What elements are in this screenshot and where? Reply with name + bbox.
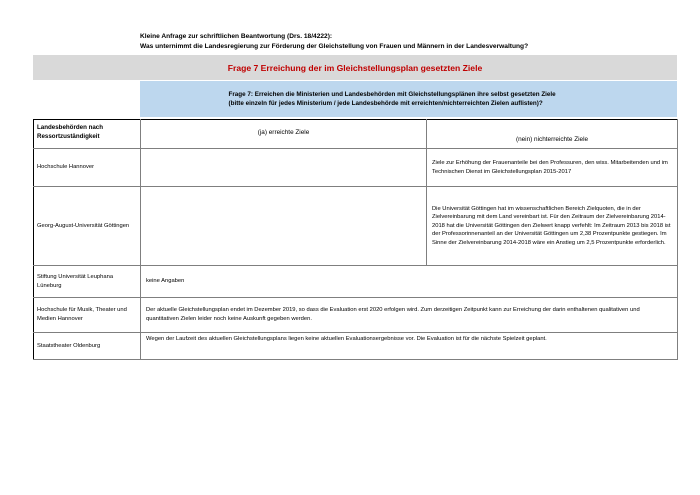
reached-cell (141, 187, 427, 266)
row-label: Staatstheater Oldenburg (34, 333, 141, 360)
merged-cell: Der aktuelle Gleichstellungsplan endet im Dezember 2019, so dass die Evaluation erst 2020 erfolgen wird. Zum derzeitigen Zeitpunkt kann zur Erreichung der darin enthaltenen qualitativen und quantitativen Zielen leider noch keine Auskunft gegeben werden. (141, 298, 678, 333)
banner-title: Frage 7 Erreichung der im Gleichstellungsplan gesetzten Ziele (227, 62, 483, 73)
row-label: Hochschule Hannover (34, 149, 141, 187)
goals-table (33, 119, 678, 360)
document-header (140, 32, 528, 52)
not-reached-cell: Ziele zur Erhöhung der Frauenanteile bei den Professuren, den wiss. Mitarbeitenden und im Technischen Dienst im Gleichstellungsplan 2015-2017 (427, 149, 678, 187)
not-reached-cell: Die Universität Göttingen hat im wissenschaftlichen Bereich Zielquoten, die in der Zielvereinbarung mit dem Land vereinbart ist. Für den Zeitraum der Zielvereinbarung 2014-2018 hat die Universität Göttingen den Zielwert knapp verfehlt: Im Zeitraum 2013 bis 2018 ist der Professorinnenanteil an der Universität Göttingen um 2,38 Prozentpunkte gestiegen. Im Sinne der Zielvereinbarung 2014-2018 wäre ein Anstieg um 2,5 Prozentpunkte erforderlich. (427, 187, 678, 266)
header-inquiry-line: Kleine Anfrage zur schriftlichen Beantwortung (Drs. 18/4222): (140, 33, 333, 40)
question-box (140, 81, 677, 117)
table-row (34, 149, 678, 187)
column-header-not-reached: (nein) nichterreichte Ziele (427, 120, 678, 149)
section-banner (33, 55, 677, 80)
table-row (34, 187, 678, 266)
question-line-2: (bitte einzeln für jedes Ministerium / jede Landesbehörde mit erreichten/nichterreichten Zielen auflisten)? (228, 100, 543, 107)
table-row (34, 333, 678, 360)
reached-cell (141, 149, 427, 187)
column-header-authorities: Landesbehörden nach Ressortzuständigkeit (34, 120, 141, 149)
header-question-line: Was unternimmt die Landesregierung zur Förderung der Gleichstellung von Frauen und Männern in der Landesverwaltung? (140, 43, 529, 50)
column-header-reached: (ja) erreichte Ziele (141, 120, 427, 149)
question-line-1: Frage 7: Erreichen die Ministerien und Landesbehörden mit Gleichstellungsplänen ihre selbst gesetzten Ziele (228, 90, 556, 98)
row-label: Stiftung Universität Leuphana Lüneburg (34, 266, 141, 298)
merged-cell: Wegen der Laufzeit des aktuellen Gleichstellungsplans liegen keine aktuellen Evaluationsergebnisse vor. Die Evaluation ist für die nächste Spielzeit geplant. (141, 333, 678, 360)
table-row (34, 266, 678, 298)
row-label: Hochschule für Musik, Theater und Medien Hannover (34, 298, 141, 333)
merged-cell: keine Angaben (141, 266, 678, 298)
table-row (34, 298, 678, 333)
row-label: Georg-August-Universität Göttingen (34, 187, 141, 266)
table-header-row (34, 120, 678, 149)
